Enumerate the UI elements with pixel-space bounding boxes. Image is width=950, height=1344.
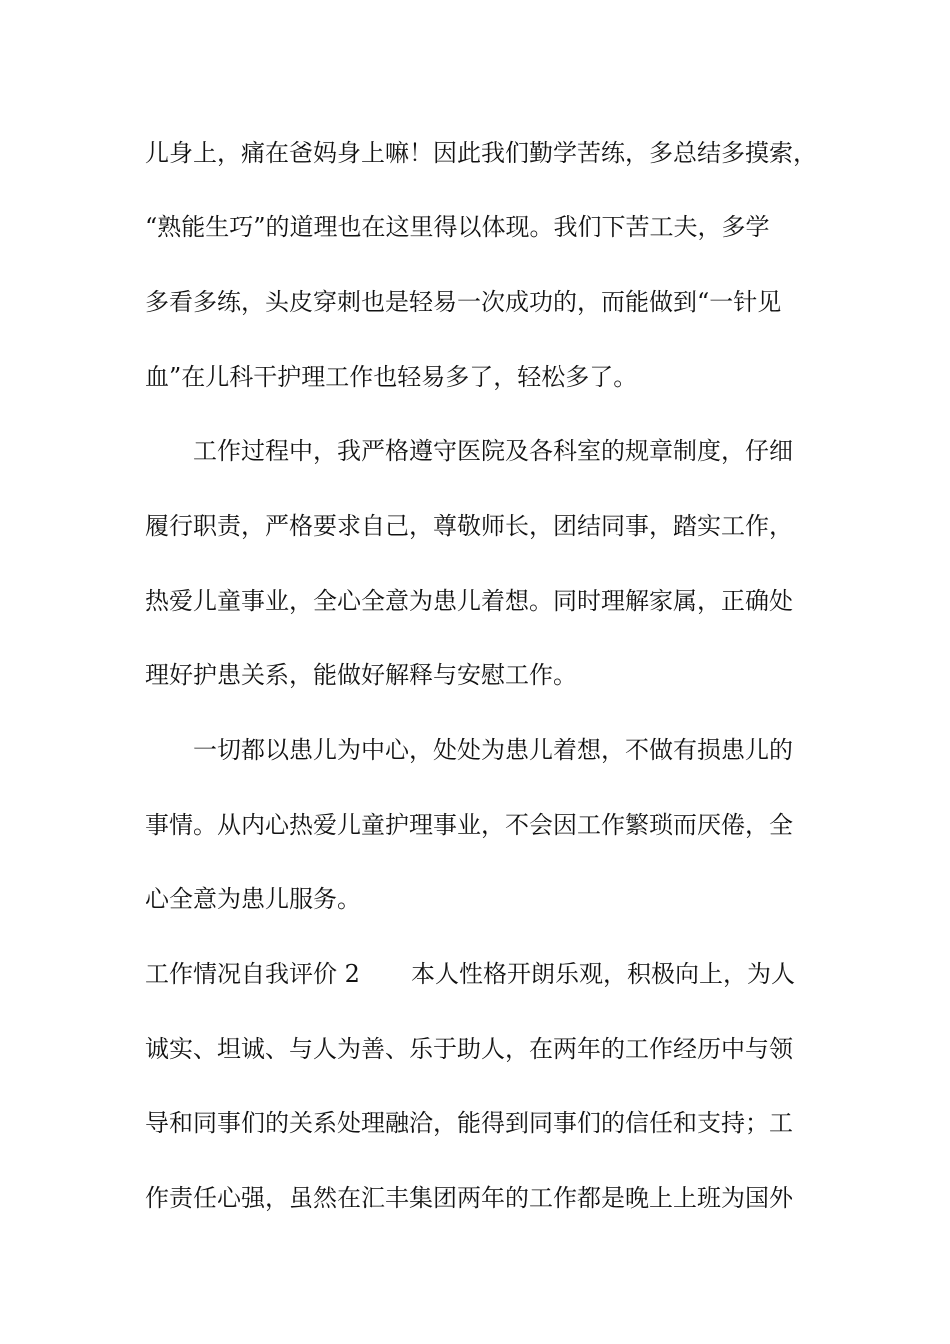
text-line: 理好护患关系，能做好解释与安慰工作。 <box>145 661 577 689</box>
text-line: 血”在儿科干护理工作也轻易多了，轻松多了。 <box>145 363 638 391</box>
section-first-line: 本人性格开朗乐观，积极向上，为人 <box>411 960 795 988</box>
text-line: 多看多练，头皮穿刺也是轻易一次成功的，而能做到“一针见 <box>145 288 782 316</box>
paragraph-first-line: 工作过程中，我严格遵守医院及各科室的规章制度，仔细 <box>193 437 793 465</box>
section-heading-line <box>145 954 835 994</box>
paragraph-first-line: 一切都以患儿为中心，处处为患儿着想，不做有损患儿的 <box>193 736 793 764</box>
text-line: 热爱儿童事业，全心全意为患儿着想。同时理解家属，正确处 <box>145 587 793 615</box>
text-line: “熟能生巧”的道理也在这里得以体现。我们下苦工夫，多学 <box>145 213 770 241</box>
text-line: 儿身上，痛在爸妈身上嘛！因此我们勤学苦练，多总结多摸索， <box>145 139 817 167</box>
text-line: 事情。从内心热爱儿童护理事业，不会因工作繁琐而厌倦，全 <box>145 811 793 839</box>
text-line: 诚实、坦诚、与人为善、乐于助人，在两年的工作经历中与领 <box>145 1035 793 1063</box>
text-line: 履行职责，严格要求自己，尊敬师长，团结同事，踏实工作， <box>145 512 793 540</box>
text-line: 作责任心强，虽然在汇丰集团两年的工作都是晚上上班为国外 <box>145 1184 793 1212</box>
text-line: 心全意为患儿服务。 <box>145 885 361 913</box>
section-heading: 工作情况自我评价 2 <box>145 960 360 988</box>
text-line: 导和同事们的关系处理融洽，能得到同事们的信任和支持；工 <box>145 1109 793 1137</box>
